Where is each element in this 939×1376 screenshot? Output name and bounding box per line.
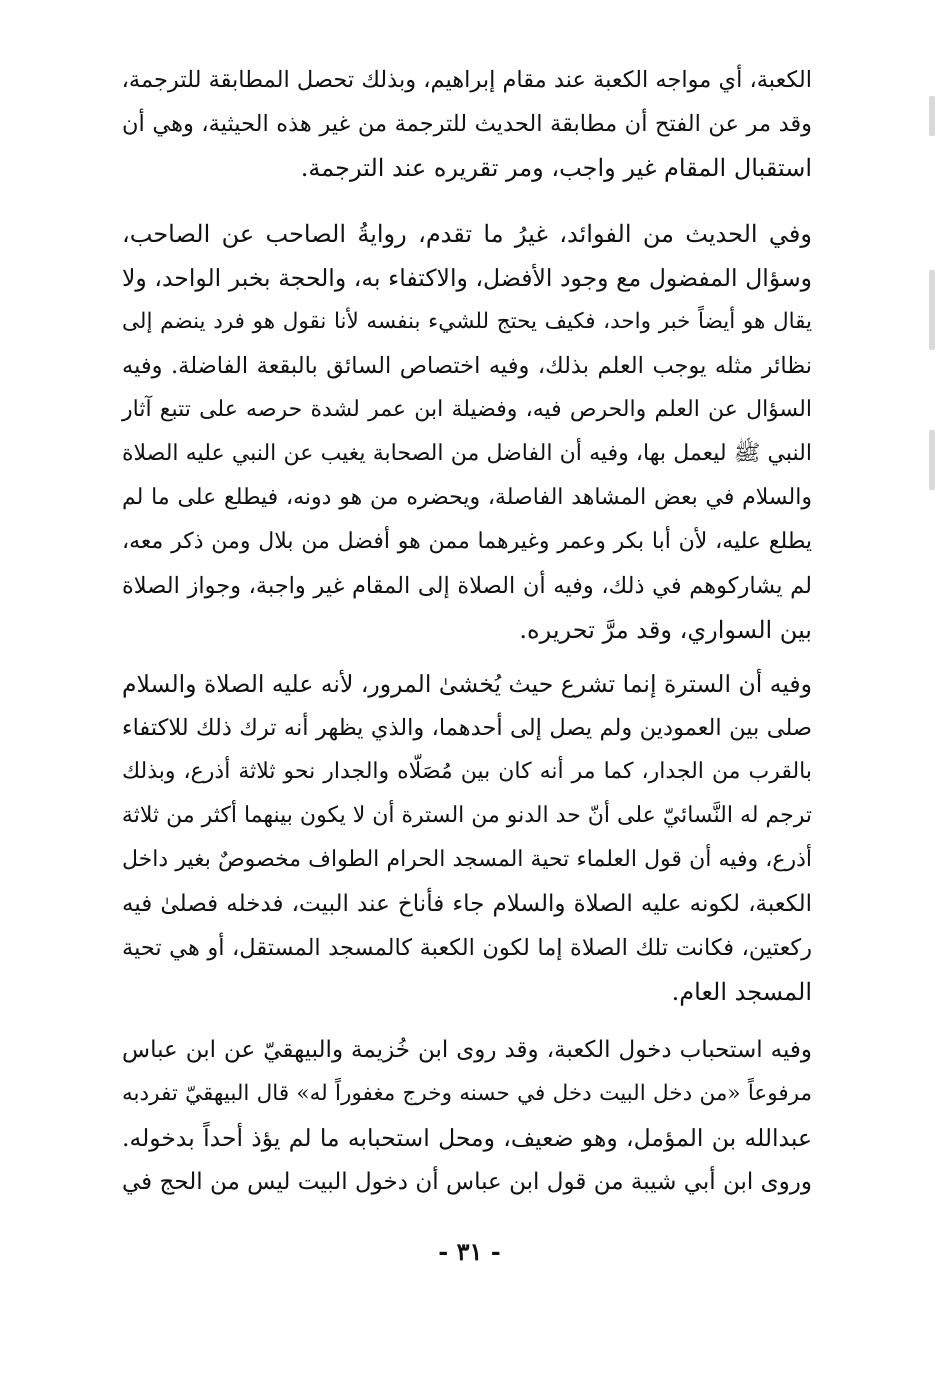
paragraph-4: [122, 1028, 812, 1204]
text-line: السؤال عن العلم والحرص فيه، وفضيلة ابن عمر لشدة حرصه على تتبع آثار: [122, 397, 812, 422]
text-line: والسلام في بعض المشاهد الفاصلة، ويحضره من هو دونه، فيطلع على ما لم: [122, 485, 812, 510]
text-line: وفيه أن السترة إنما تشرع حيث يُخشىٰ المرور، لأنه عليه الصلاة والسلام: [121, 670, 812, 698]
text-line: يطلع عليه، لأن أبا بكر وعمر وغيرهما ممن هو أفضل من بلال ومن ذكر معه،: [122, 529, 812, 554]
text-line: عبدالله بن المؤمل، وهو ضعيف، ومحل استحبابه ما لم يؤذ أحداً بدخوله.: [122, 1124, 812, 1152]
text-line: وقد مر عن الفتح أن مطابقة الحديث للترجمة من غير هذه الحيثية، وهي أن: [122, 111, 812, 137]
text-line: يقال هو أيضاً خبر واحد، فكيف يحتج للشيء بنفسه لأنا نقول هو فرد ينضم إلى: [122, 309, 812, 334]
text-line: لم يشاركوهم في ذلك، وفيه أن الصلاة إلى المقام غير واجبة، وجواز الصلاة: [122, 573, 812, 599]
text-line: النبي ﷺ ليعمل بها، وفيه أن الفاضل من الصحابة يغيب عن النبي عليه الصلاة: [122, 441, 812, 466]
text-line: نظائر مثله يوجب العلم بذلك، وفيه اختصاص السائق بالبقعة الفاضلة. وفيه: [122, 353, 812, 379]
paragraph-1: [122, 58, 812, 190]
text-line: وسؤال المفضول مع وجود الأفضل، والاكتفاء به، والحجة بخبر الواحد، ولا: [122, 264, 812, 292]
text-line: ركعتين، فكانت تلك الصلاة إما لكون الكعبة كالمسجد المستقل، أو هي تحية: [122, 935, 812, 961]
text-line: ترجم له النَّسائيّ على أنّ حد الدنو من السترة أن لا يكون بينهما أكثر من ثلاثة: [121, 803, 812, 828]
scan-edge-mark: [929, 270, 935, 350]
page-number: - ٣١ -: [438, 1237, 501, 1266]
scan-edge-mark: [929, 430, 935, 490]
scan-edge-mark: [929, 96, 935, 136]
paragraph-2: [122, 212, 812, 652]
text-line: مرفوعاً «من دخل البيت دخل في حسنه وخرج مغفوراً له» قال البيهقيّ تفردبه: [122, 1081, 812, 1106]
paragraph-3: [122, 662, 812, 1014]
text-line: بين السواري، وقد مرَّ تحريره.: [519, 616, 812, 644]
text-line: الكعبة، أي مواجه الكعبة عند مقام إبراهيم، وبذلك تحصل المطابقة للترجمة،: [121, 67, 812, 93]
text-line: استقبال المقام غير واجب، ومر تقريره عند الترجمة.: [300, 154, 812, 182]
text-line: وفي الحديث من الفوائد، غيرُ ما تقدم، روايةُ الصاحب عن الصاحب،: [122, 220, 812, 248]
text-line: الكعبة، لكونه عليه الصلاة والسلام جاء فأناخ عند البيت، فدخله فصلىٰ فيه: [122, 891, 812, 917]
text-line: المسجد العام.: [671, 978, 812, 1006]
text-line: وروى ابن أبي شيبة من قول ابن عباس أن دخول البيت ليس من الحج في: [122, 1169, 812, 1195]
text-line: أذرع، وفيه أن قول العلماء تحية المسجد الحرام الطواف مخصوصٌ بغير داخل: [122, 847, 812, 872]
text-line: صلى بين العمودين ولم يصل إلى أحدهما، والذي يظهر أنه ترك ذلك للاكتفاء: [122, 715, 812, 741]
text-line: وفيه استحباب دخول الكعبة، وقد روى ابن خُزيمة والبيهقيّ عن ابن عباس: [122, 1037, 812, 1063]
text-line: بالقرب من الجدار، كما مر أنه كان بين مُصَلّاه والجدار نحو ثلاثة أذرع، وبذلك: [122, 759, 812, 784]
